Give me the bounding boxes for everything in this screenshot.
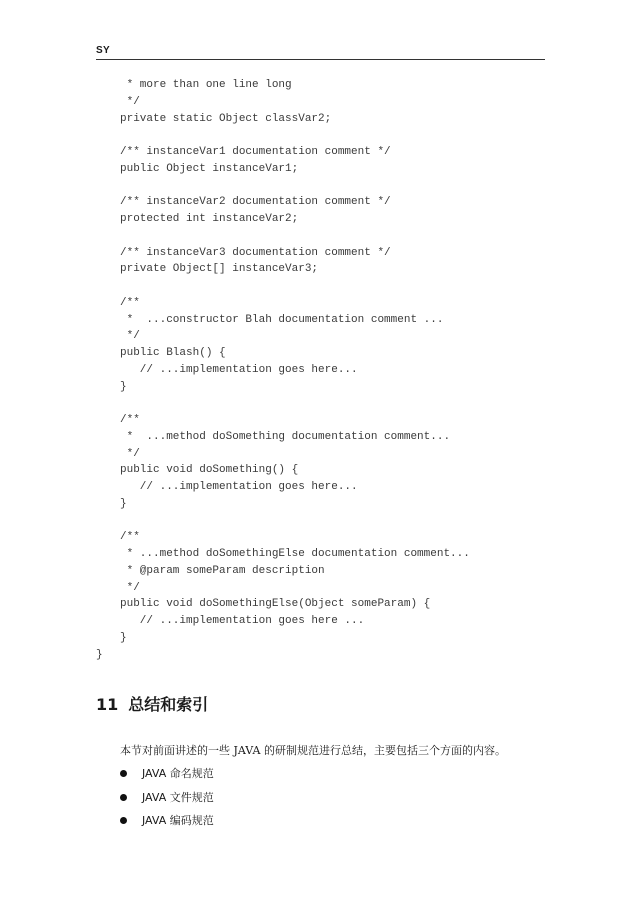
bullet-dot-icon (120, 794, 127, 801)
code-line: private static Object classVar2; (120, 112, 332, 125)
list-item-text: JAVA 编码规范 (142, 814, 214, 827)
code-line: */ (120, 330, 140, 343)
code-line: /** (120, 414, 140, 426)
code-line: // ...implementation goes here ... (120, 615, 365, 627)
list-item-text: JAVA 文件规范 (142, 791, 214, 804)
code-line: /** (120, 296, 140, 309)
list-item-text: JAVA 命名规范 (142, 767, 214, 780)
code-line: } (120, 631, 127, 644)
code-line: /** instanceVar3 documentation comment */ (120, 246, 391, 259)
bullet-dot-icon (120, 817, 127, 824)
code-line: } (120, 380, 127, 393)
code-line: * @param someParam description (120, 564, 325, 577)
code-line: public Blash() { (120, 347, 226, 359)
code-line: public void doSomethingElse(Object someParam) { (120, 598, 431, 611)
section-title: 总结和索引 (128, 695, 209, 714)
section-intro: 本节对前面讲述的一些 JAVA 的研制规范进行总结，主要包括三个方面的内容。 (120, 744, 506, 757)
code-line: */ (120, 95, 140, 108)
code-line: // ...implementation goes here... (120, 481, 358, 493)
code-line: * ...constructor Blah documentation comment ... (120, 313, 444, 326)
code-line: private Object[] instanceVar3; (120, 263, 319, 276)
code-line: } (120, 497, 127, 510)
section-heading (96, 692, 208, 715)
code-line: /** instanceVar2 documentation comment */ (120, 196, 391, 209)
code-line: /** (120, 531, 140, 544)
code-line: /** instanceVar1 documentation comment */ (120, 146, 391, 158)
bullet-dot-icon (120, 770, 127, 777)
code-line: // ...implementation goes here... (120, 363, 358, 376)
code-line: protected int instanceVar2; (120, 213, 299, 225)
code-line: */ (120, 581, 140, 594)
section-number: 11 (96, 695, 119, 714)
code-line: * more than one line long (120, 79, 292, 91)
class-closing-brace: } (96, 648, 103, 661)
code-line: public Object instanceVar1; (120, 162, 299, 175)
header-rule (96, 59, 545, 60)
code-line: * ...method doSomething documentation comment... (120, 430, 451, 443)
header-label: SY (96, 45, 110, 56)
code-line: * ...method doSomethingElse documentation comment... (120, 548, 470, 560)
code-line: */ (120, 447, 140, 460)
code-line: public void doSomething() { (120, 464, 299, 477)
